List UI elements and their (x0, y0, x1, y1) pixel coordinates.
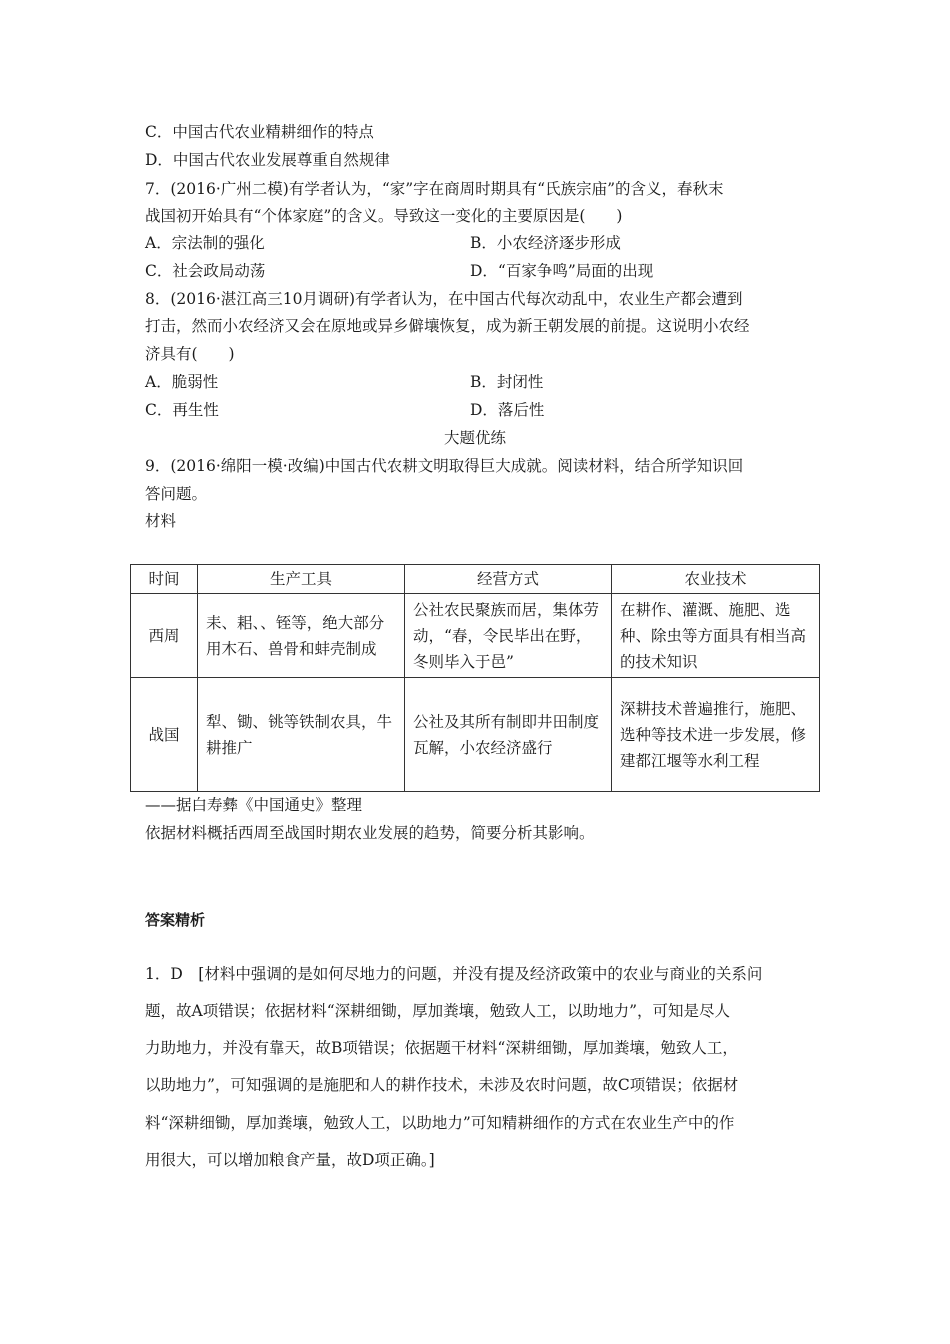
q7-option-d: D．“百家争鸣”局面的出现 (470, 262, 654, 280)
q9-line-2: 答问题。 (145, 485, 208, 503)
table-header-row (131, 565, 820, 594)
table-cell: 深耕技术普遍推行，施肥、选种等技术进一步发展，修建都江堰等水利工程 (612, 678, 820, 792)
table-header: 经营方式 (405, 565, 612, 594)
q7-line-2: 战国初开始具有“个体家庭”的含义。导致这一变化的主要原因是( ) (145, 207, 623, 225)
q7-line-1: 7．(2016·广州二模)有学者认为，“家”字在商周时期具有“氏族宗庙”的含义，春秋末 (145, 180, 724, 198)
table-header: 农业技术 (612, 565, 820, 594)
source-note: ——据白寿彝《中国通史》整理 (145, 796, 363, 814)
q7-option-c: C．社会政局动荡 (145, 262, 266, 280)
table-row (131, 594, 820, 678)
table-cell: 在耕作、灌溉、施肥、选种、除虫等方面具有相当高的技术知识 (612, 594, 820, 678)
answer-line-5: 料“深耕细锄，厚加粪壤，勉致人工，以助地力”可知精耕细作的方式在农业生产中的作 (145, 1114, 735, 1132)
table-row (131, 678, 820, 792)
material-label: 材料 (145, 512, 177, 530)
q9-line-1: 9．(2016·绵阳一模·改编)中国古代农耕文明取得巨大成就。阅读材料，结合所学知识回 (145, 457, 744, 475)
q8-option-d: D．落后性 (470, 401, 545, 419)
answer-line-1: 1．D [材料中强调的是如何尽地力的问题，并没有提及经济政策中的农业与商业的关系问 (145, 965, 763, 983)
answer-line-2: 题，故A项错误；依据材料“深耕细锄，厚加粪壤，勉致人工，以助地力”，可知是尽人 (145, 1002, 731, 1020)
table-cell: 耒、耜、、铚等，绝大部分用木石、兽骨和蚌壳制成 (198, 594, 405, 678)
q8-option-c: C．再生性 (145, 401, 219, 419)
q8-option-a: A．脆弱性 (145, 373, 219, 391)
table-cell: 公社及其所有制即井田制度瓦解，小农经济盛行 (405, 678, 612, 792)
q8-option-b: B．封闭性 (470, 373, 544, 391)
table-cell: 公社农民聚族而居，集体劳动，“春，令民毕出在野，冬则毕入于邑” (405, 594, 612, 678)
answer-line-4: 以助地力”，可知强调的是施肥和人的耕作技术，未涉及农时问题，故C项错误；依据材 (145, 1076, 739, 1094)
answer-line-6: 用很大，可以增加粮食产量，故D项正确。] (145, 1151, 435, 1169)
q7-option-a: A．宗法制的强化 (145, 234, 265, 252)
table-cell: 西周 (131, 594, 198, 678)
q8-line-1: 8．(2016·湛江高三10月调研)有学者认为，在中国古代每次动乱中，农业生产都会遭到 (145, 290, 743, 308)
q9-task: 依据材料概括西周至战国时期农业发展的趋势，简要分析其影响。 (145, 824, 595, 842)
table-header: 生产工具 (198, 565, 405, 594)
q8-line-2: 打击，然而小农经济又会在原地或异乡僻壤恢复，成为新王朝发展的前提。这说明小农经 (145, 317, 750, 335)
answer-line-3: 力助地力，并没有靠天，故B项错误；依据题干材料“深耕细锄，厚加粪壤，勉致人工， (145, 1039, 738, 1057)
option-c-prev: C．中国古代农业精耕细作的特点 (145, 123, 374, 141)
table-cell: 犁、锄、铫等铁制农具，牛耕推广 (198, 678, 405, 792)
answer-title: 答案精析 (145, 911, 206, 929)
option-d-prev: D．中国古代农业发展尊重自然规律 (145, 151, 390, 169)
material-table (130, 564, 820, 792)
section-title: 大题优练 (443, 429, 506, 447)
table-header: 时间 (131, 565, 198, 594)
q7-option-b: B．小农经济逐步形成 (470, 234, 621, 252)
table-cell: 战国 (131, 678, 198, 792)
q8-line-3: 济具有( ) (145, 345, 235, 363)
